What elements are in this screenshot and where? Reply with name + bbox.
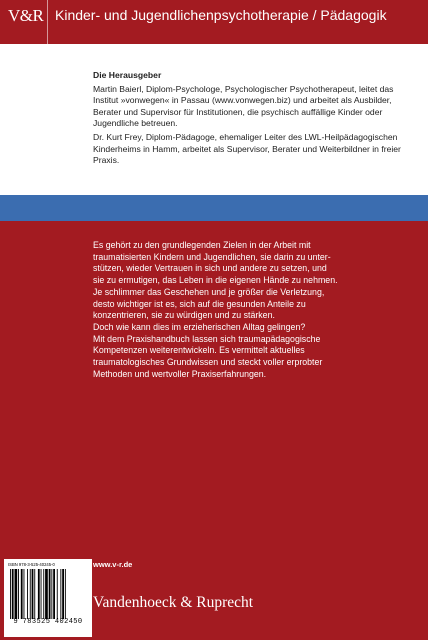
barcode-bar bbox=[30, 569, 31, 619]
barcode-bar bbox=[60, 569, 61, 619]
blurb-line: konzentrieren, sie zu würdigen und zu stärken. bbox=[93, 310, 275, 321]
series-title: Kinder- und Jugendlichenpsychotherapie / Pädagogik bbox=[55, 7, 387, 23]
barcode-bar bbox=[45, 569, 48, 619]
editors-section bbox=[93, 70, 409, 169]
blurb-line: Je schlimmer das Geschehen und je größer die Verletzung, bbox=[93, 286, 325, 297]
barcode-bar bbox=[10, 569, 11, 619]
barcode-bar bbox=[32, 569, 34, 619]
blurb-line: Kompetenzen weiterentwickeln. Es vermittelt aktuelles bbox=[93, 345, 305, 356]
blurb-line: Methoden und wertvoller Praxiserfahrungen. bbox=[93, 368, 267, 379]
barcode-bar bbox=[53, 569, 55, 619]
barcode-bar bbox=[21, 569, 23, 619]
barcode-digits: 9 783525 402450 bbox=[13, 618, 83, 626]
editor-bio-frey: Dr. Kurt Frey, Diplom-Pädagoge, ehemaliger Leiter des LWL-Heilpädagogischen Kinderheims in Hamm, arbeitet als Supervisor, Berater und Weiterbildner in freier Praxis. bbox=[93, 131, 401, 166]
blurb-line: traumatisierten Kindern und Jugendlichen, sie darin zu unter- bbox=[93, 251, 331, 262]
barcode-bar bbox=[43, 569, 44, 619]
barcode-bar bbox=[49, 569, 51, 619]
website-link[interactable]: www.v-r.de bbox=[93, 560, 133, 569]
blurb-line: Doch wie kann dies im erzieherischen Alltag gelingen? bbox=[93, 321, 306, 332]
editor-bio-baierl: Martin Baierl, Diplom-Psychologe, Psychologischer Psychotherapeut, leitet das Institut »vonwegen« in Passau (www.vonwegen.biz) und arbeitet als Ausbilder, Berater und Supervisor für Institutionen, die psychisch auffällige Kinder oder Jugendliche betreuen. bbox=[93, 83, 394, 129]
barcode-box bbox=[4, 559, 92, 637]
barcode-bar bbox=[18, 569, 19, 619]
barcode-bar bbox=[57, 569, 58, 619]
editors-heading: Die Herausgeber bbox=[93, 70, 162, 80]
barcode-bar bbox=[62, 569, 64, 619]
blurb-line: desto wichtiger ist es, sich auf die gesunden Anteile zu bbox=[93, 298, 306, 309]
publisher-logo: V&R bbox=[8, 6, 44, 25]
header-bar bbox=[0, 0, 428, 44]
blurb-line: stützen, wieder Vertrauen in sich und andere zu setzen, und bbox=[93, 263, 327, 274]
blurb-line: traumatologisches Grundwissen und steckt voller erprobter bbox=[93, 357, 323, 368]
blurb-line: Es gehört zu den grundlegenden Zielen in der Arbeit mit bbox=[93, 240, 311, 250]
logo-divider bbox=[47, 0, 48, 44]
barcode-bar bbox=[41, 569, 42, 619]
barcode-bar bbox=[27, 569, 28, 619]
barcode-bar bbox=[65, 569, 66, 619]
blue-band bbox=[0, 195, 428, 221]
blurb-line: sie zu ermutigen, das Leben in die eigenen Hände zu nehmen. bbox=[93, 275, 338, 286]
barcode-bar bbox=[15, 569, 18, 619]
blurb-line: Mit dem Praxishandbuch lassen sich traumapädagogische bbox=[93, 333, 321, 344]
publisher-name: Vandenhoeck & Ruprecht bbox=[93, 594, 254, 611]
barcode-bar bbox=[12, 569, 14, 619]
barcode-bar bbox=[51, 569, 52, 619]
barcode-icon bbox=[10, 569, 86, 619]
blurb-text bbox=[93, 240, 413, 380]
isbn-label: ISBN 978-3-525-40245-0 bbox=[8, 562, 55, 567]
barcode-bar bbox=[24, 569, 25, 619]
barcode-bar bbox=[38, 569, 40, 619]
barcode-bar bbox=[34, 569, 35, 619]
